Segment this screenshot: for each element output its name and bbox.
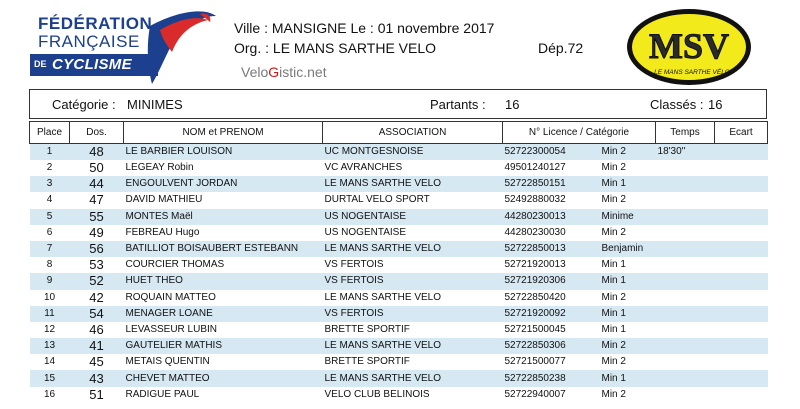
- row-place: 12: [30, 322, 70, 338]
- row-place: 10: [30, 290, 70, 306]
- col-association: ASSOCIATION: [323, 122, 503, 144]
- row-category: Min 2: [600, 387, 656, 403]
- departement: Dép.72: [538, 40, 584, 56]
- row-licence: 44280230013: [503, 209, 600, 225]
- row-place: 13: [30, 338, 70, 354]
- row-name: HUET THEO: [124, 273, 323, 289]
- row-ecart: [715, 290, 768, 306]
- row-name: GAUTELIER MATHIS: [124, 338, 323, 354]
- row-temps: [656, 257, 715, 273]
- row-ecart: [715, 273, 768, 289]
- row-association: US NOGENTAISE: [323, 209, 503, 225]
- row-name: LEGEAY Robin: [124, 160, 323, 176]
- row-association: BRETTE SPORTIF: [323, 322, 503, 338]
- table-row: [30, 290, 768, 306]
- row-licence: 52722850238: [503, 370, 600, 386]
- table-row: [30, 144, 768, 161]
- row-ecart: [715, 176, 768, 192]
- row-place: 4: [30, 192, 70, 208]
- row-dossard: 55: [70, 209, 124, 225]
- results-table: [29, 121, 768, 403]
- row-ecart: [715, 257, 768, 273]
- row-dossard: 54: [70, 306, 124, 322]
- row-temps: [656, 387, 715, 403]
- row-association: LE MANS SARTHE VELO: [323, 370, 503, 386]
- row-temps: [656, 273, 715, 289]
- row-temps: [656, 241, 715, 257]
- ffc-line1: FÉDÉRATION: [38, 14, 153, 33]
- row-temps: [656, 322, 715, 338]
- row-dossard: 42: [70, 290, 124, 306]
- row-ecart: [715, 338, 768, 354]
- table-row: [30, 225, 768, 241]
- table-row: [30, 257, 768, 273]
- row-association: LE MANS SARTHE VELO: [323, 338, 503, 354]
- row-licence: 52721920306: [503, 273, 600, 289]
- row-licence: 52722940007: [503, 387, 600, 403]
- col-ecart: Ecart: [715, 122, 768, 144]
- row-place: 8: [30, 257, 70, 273]
- date-value: 01 novembre 2017: [377, 20, 495, 36]
- row-place: 14: [30, 354, 70, 370]
- row-name: FEBREAU Hugo: [124, 225, 323, 241]
- row-ecart: [715, 354, 768, 370]
- row-temps: [656, 225, 715, 241]
- ffc-line2: FRANÇAISE: [38, 32, 140, 51]
- row-name: RADIGUE PAUL: [124, 387, 323, 403]
- table-row: [30, 209, 768, 225]
- row-category: Min 2: [600, 160, 656, 176]
- row-licence: 52722850151: [503, 176, 600, 192]
- row-temps: [656, 338, 715, 354]
- row-temps: [656, 192, 715, 208]
- row-place: 16: [30, 387, 70, 403]
- date-label: Le :: [350, 20, 374, 36]
- header-ville-line: [234, 20, 494, 36]
- row-association: VC AVRANCHES: [323, 160, 503, 176]
- row-category: Min 1: [600, 306, 656, 322]
- row-category: Min 2: [600, 338, 656, 354]
- row-category: Min 2: [600, 192, 656, 208]
- header-org-line: [234, 40, 436, 56]
- categorie-value: MINIMES: [127, 97, 183, 112]
- org-value: LE MANS SARTHE VELO: [272, 40, 437, 56]
- table-row: [30, 160, 768, 176]
- row-licence: 52721500045: [503, 322, 600, 338]
- col-name: NOM et PRENOM: [124, 122, 323, 144]
- row-category: Min 1: [600, 176, 656, 192]
- row-dossard: 48: [70, 144, 124, 161]
- row-licence: 52722850306: [503, 338, 600, 354]
- row-dossard: 52: [70, 273, 124, 289]
- row-dossard: 47: [70, 192, 124, 208]
- classes-value: 16: [708, 97, 723, 112]
- ffc-line3: CYCLISME: [52, 56, 132, 73]
- row-category: Min 1: [600, 257, 656, 273]
- row-licence: 52721920092: [503, 306, 600, 322]
- row-place: 6: [30, 225, 70, 241]
- results-body: [30, 144, 768, 403]
- row-ecart: [715, 241, 768, 257]
- row-dossard: 49: [70, 225, 124, 241]
- row-dossard: 45: [70, 354, 124, 370]
- race-info-bar: [29, 89, 767, 119]
- row-dossard: 50: [70, 160, 124, 176]
- row-temps: [656, 354, 715, 370]
- msv-letters: MSV: [649, 26, 729, 66]
- msv-logo: [624, 6, 754, 88]
- row-category: Min 2: [600, 225, 656, 241]
- table-row: [30, 322, 768, 338]
- row-place: 15: [30, 370, 70, 386]
- row-place: 7: [30, 241, 70, 257]
- row-place: 5: [30, 209, 70, 225]
- row-name: LE BARBIER LOUISON: [124, 144, 323, 161]
- row-association: UC MONTGESNOISE: [323, 144, 503, 161]
- row-ecart: [715, 192, 768, 208]
- row-place: 1: [30, 144, 70, 161]
- row-category: Min 1: [600, 322, 656, 338]
- ffc-de: DE: [34, 59, 47, 69]
- row-name: ENGOULVENT JORDAN: [124, 176, 323, 192]
- row-name: COURCIER THOMAS: [124, 257, 323, 273]
- table-row: [30, 241, 768, 257]
- table-row: [30, 176, 768, 192]
- row-licence: 52722300054: [503, 144, 600, 161]
- row-association: VS FERTOIS: [323, 306, 503, 322]
- table-row: [30, 354, 768, 370]
- row-temps: [656, 370, 715, 386]
- row-category: Min 2: [600, 290, 656, 306]
- row-name: MENAGER LOANE: [124, 306, 323, 322]
- row-dossard: 56: [70, 241, 124, 257]
- row-association: VELO CLUB BELINOIS: [323, 387, 503, 403]
- row-temps: [656, 290, 715, 306]
- row-place: 2: [30, 160, 70, 176]
- row-temps: [656, 209, 715, 225]
- col-place: Place: [30, 122, 70, 144]
- row-association: VS FERTOIS: [323, 273, 503, 289]
- ffc-logo: [30, 8, 220, 86]
- table-row: [30, 306, 768, 322]
- row-name: ROQUAIN MATTEO: [124, 290, 323, 306]
- msv-subtitle: LE MANS SARTHE VÉLO: [654, 69, 730, 76]
- row-name: MONTES Maël: [124, 209, 323, 225]
- table-header-row: [30, 122, 768, 144]
- row-category: Minime: [600, 209, 656, 225]
- categorie-label: Catégorie :: [52, 97, 116, 112]
- table-row: [30, 273, 768, 289]
- row-category: Min 1: [600, 370, 656, 386]
- partants-value: 16: [505, 97, 520, 112]
- ville-label: Ville :: [234, 20, 268, 36]
- row-licence: 52722850013: [503, 241, 600, 257]
- row-licence: 52722850420: [503, 290, 600, 306]
- row-association: BRETTE SPORTIF: [323, 354, 503, 370]
- col-dossard: Dos.: [70, 122, 124, 144]
- row-ecart: [715, 225, 768, 241]
- table-row: [30, 387, 768, 403]
- row-temps: [656, 160, 715, 176]
- row-place: 11: [30, 306, 70, 322]
- row-dossard: 53: [70, 257, 124, 273]
- row-category: Benjamin: [600, 241, 656, 257]
- row-ecart: [715, 370, 768, 386]
- row-name: BATILLIOT BOISAUBERT ESTEBANN: [124, 241, 323, 257]
- row-name: METAIS QUENTIN: [124, 354, 323, 370]
- col-licence: N° Licence / Catégorie: [503, 122, 656, 144]
- row-category: Min 1: [600, 273, 656, 289]
- row-dossard: 43: [70, 370, 124, 386]
- row-licence: 49501240127: [503, 160, 600, 176]
- row-association: LE MANS SARTHE VELO: [323, 241, 503, 257]
- row-category: Min 2: [600, 354, 656, 370]
- col-temps: Temps: [656, 122, 715, 144]
- table-row: [30, 370, 768, 386]
- row-ecart: [715, 160, 768, 176]
- table-row: [30, 192, 768, 208]
- row-dossard: 44: [70, 176, 124, 192]
- row-ecart: [715, 209, 768, 225]
- row-name: CHEVET MATTEO: [124, 370, 323, 386]
- row-temps: [656, 306, 715, 322]
- row-licence: 52492880032: [503, 192, 600, 208]
- row-category: Min 2: [600, 144, 656, 161]
- partants-label: Partants :: [430, 97, 486, 112]
- row-licence: 52721920013: [503, 257, 600, 273]
- row-name: LEVASSEUR LUBIN: [124, 322, 323, 338]
- row-temps: 18'30'': [656, 144, 715, 161]
- row-place: 9: [30, 273, 70, 289]
- row-ecart: [715, 306, 768, 322]
- row-ecart: [715, 322, 768, 338]
- row-association: LE MANS SARTHE VELO: [323, 176, 503, 192]
- org-label: Org. :: [234, 40, 270, 56]
- row-dossard: 51: [70, 387, 124, 403]
- row-dossard: 46: [70, 322, 124, 338]
- ville-value: MANSIGNE: [271, 20, 347, 36]
- row-ecart: [715, 144, 768, 161]
- row-association: US NOGENTAISE: [323, 225, 503, 241]
- row-licence: 52721500077: [503, 354, 600, 370]
- row-association: LE MANS SARTHE VELO: [323, 290, 503, 306]
- row-association: VS FERTOIS: [323, 257, 503, 273]
- row-association: DURTAL VELO SPORT: [323, 192, 503, 208]
- velogistic-link[interactable]: VeloGistic.net: [241, 64, 327, 80]
- row-licence: 44280230030: [503, 225, 600, 241]
- row-temps: [656, 176, 715, 192]
- row-ecart: [715, 387, 768, 403]
- classes-label: Classés :: [650, 97, 704, 112]
- row-name: DAVID MATHIEU: [124, 192, 323, 208]
- row-place: 3: [30, 176, 70, 192]
- table-row: [30, 338, 768, 354]
- row-dossard: 41: [70, 338, 124, 354]
